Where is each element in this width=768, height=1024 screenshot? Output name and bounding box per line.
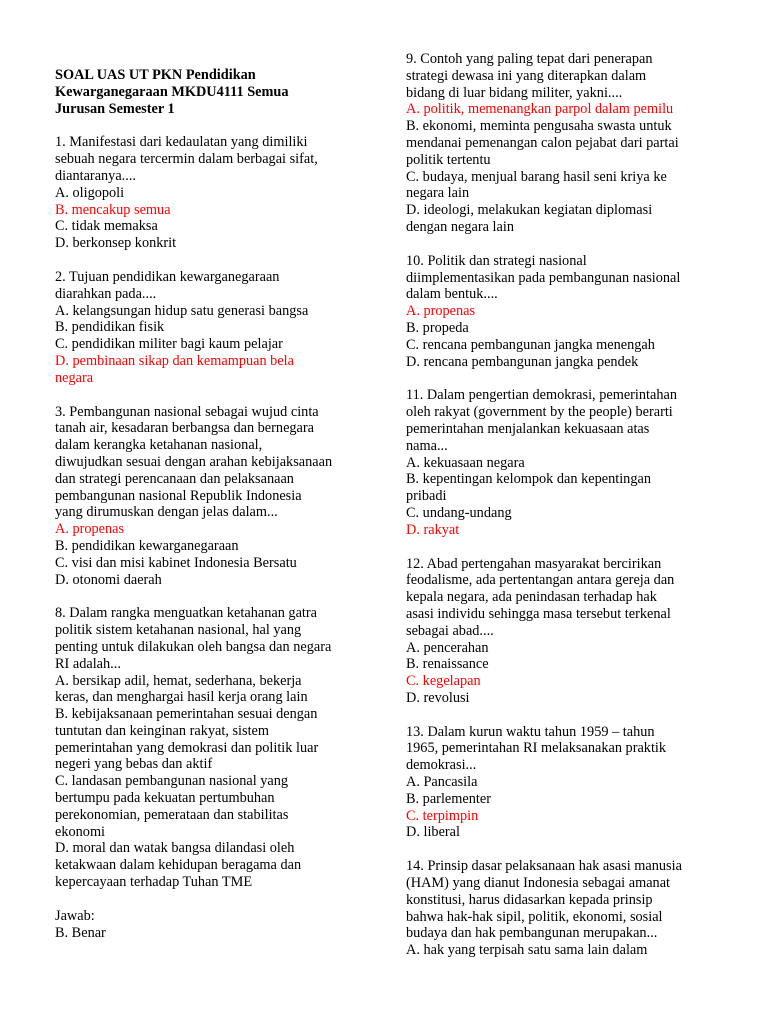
answer-option: B. parlementer — [406, 790, 491, 807]
question-text-line: sebagai abad.... — [406, 622, 494, 639]
answer-option: kepercayaan terhadap Tuhan TME — [55, 874, 253, 891]
question-item — [406, 51, 724, 236]
question-text-line: feodalisme, ada pertentangan antara gereja dan — [406, 572, 675, 589]
question-text-line: tanah air, kesadaran berbangsa dan bernegara — [55, 420, 315, 437]
answer-option: D. otonomi daerah — [55, 571, 162, 588]
question-text-line: konstitusi, harus didasarkan kepada prinsip — [406, 891, 653, 908]
question-item — [406, 858, 724, 959]
answer-option: D. rencana pembangunan jangka pendek — [406, 353, 639, 370]
question-item — [55, 134, 373, 252]
answer-option: A. oligopoli — [55, 184, 125, 201]
question-text-line: demokrasi... — [406, 757, 477, 774]
answer-option: B. kepentingan kelompok dan kepentingan — [406, 471, 651, 488]
answer-option: A. bersikap adil, hemat, sederhana, bekerja — [55, 672, 302, 689]
right-column — [406, 51, 724, 976]
question-text-line: dan strategi perencanaan dan pelaksanaan — [55, 470, 294, 487]
question-text-line: 9. Contoh yang paling tepat dari penerapan — [406, 51, 653, 67]
question-text-line: 1. Manifestasi dari kedaulatan yang dimiliki — [55, 134, 308, 151]
question-text-line: dalam kerangka ketahanan nasional, — [55, 437, 263, 454]
answer-option: pemerintahan yang demokrasi dan politik luar — [55, 739, 319, 756]
answer-option: mendanai pemenangan calon pejabat dari partai — [406, 134, 679, 151]
answer-option: pribadi — [406, 488, 447, 505]
answer-option: D. revolusi — [406, 689, 470, 706]
title-line: SOAL UAS UT PKN Pendidikan — [55, 67, 256, 83]
answer-option: B. kebijaksanaan pemerintahan sesuai dengan — [55, 706, 318, 723]
answer-option: C. undang-undang — [406, 504, 512, 521]
answer-option: B. propeda — [406, 319, 469, 336]
answer-option: A. hak yang terpisah satu sama lain dalam — [406, 942, 648, 959]
question-text-line: yang dirumuskan dengan jelas dalam... — [55, 504, 278, 521]
question-text-line: 1965, pemerintahan RI melaksanakan praktik — [406, 740, 667, 757]
question-text-line: asasi individu sehingga masa tersebut terkenal — [406, 605, 671, 622]
question-text-line: diimplementasikan pada pembangunan nasional — [406, 269, 681, 286]
question-text-line: 14. Prinsip dasar pelaksanaan hak asasi manusia — [406, 858, 682, 875]
left-question-list — [55, 134, 373, 890]
answer-option: A. kelangsungan hidup satu generasi bangsa — [55, 302, 309, 319]
answer-option: C. pendidikan militer bagi kaum pelajar — [55, 336, 283, 353]
question-text-line: diarahkan pada.... — [55, 285, 157, 302]
correct-answer-option: negara — [55, 369, 94, 386]
answer-option: C. budaya, menjual barang hasil seni kriya ke — [406, 168, 667, 185]
question-text-line: pembangunan nasional Republik Indonesia — [55, 487, 302, 504]
question-text-line: 2. Tujuan pendidikan kewarganegaraan — [55, 268, 280, 285]
question-text-line: pemerintahan menjalankan kekuasaan atas — [406, 420, 650, 437]
question-item — [55, 605, 373, 891]
question-item — [55, 269, 373, 387]
answer-option: D. moral dan watak bangsa dilandasi oleh — [55, 840, 295, 857]
question-text-line: strategi dewasa ini yang diterapkan dalam — [406, 67, 647, 84]
question-text-line: (HAM) yang dianut Indonesia sebagai amanat — [406, 875, 671, 892]
answer-option: negara lain — [406, 185, 470, 202]
correct-answer-option: D. rakyat — [406, 521, 460, 538]
answer-option: tuntutan dan keinginan rakyat, sistem — [55, 722, 270, 739]
answer-option: C. landasan pembangunan nasional yang — [55, 773, 289, 790]
answer-option: D. ideologi, melakukan kegiatan diplomasi — [406, 202, 653, 219]
answer-option: C. rencana pembangunan jangka menengah — [406, 336, 655, 353]
answer-option: C. tidak memaksa — [55, 218, 158, 235]
question-text-line: politik sistem ketahanan nasional, hal yang — [55, 622, 302, 639]
question-text-line: oleh rakyat (government by the people) berarti — [406, 404, 673, 421]
question-item — [406, 556, 724, 707]
answer-option: ekonomi — [55, 823, 106, 840]
answer-option: dengan negara lain — [406, 218, 514, 235]
answer-option: bertumpu pada kekuatan pertumbuhan — [55, 790, 275, 807]
question-text-line: 11. Dalam pengertian demokrasi, pemerintahan — [406, 387, 678, 404]
answer-option: A. pencerahan — [406, 639, 489, 656]
answer-value: B. Benar — [55, 924, 106, 941]
correct-answer-option: C. kegelapan — [406, 673, 481, 690]
question-text-line: diwujudkan sesuai dengan arahan kebijaksanaan — [55, 453, 333, 470]
question-text-line: 8. Dalam rangka menguatkan ketahanan gatra — [55, 605, 317, 622]
answer-option: D. berkonsep konkrit — [55, 235, 177, 252]
answer-option: keras, dan menghargai hasil kerja orang lain — [55, 689, 308, 706]
answer-option: politik tertentu — [406, 151, 491, 168]
question-item — [406, 253, 724, 371]
title-line: Jurusan Semester 1 — [55, 100, 175, 117]
answer-option: A. kekuasaan negara — [406, 454, 525, 471]
question-text-line: diantaranya.... — [55, 167, 136, 184]
question-item — [406, 724, 724, 842]
correct-answer-option: A. propenas — [406, 303, 476, 320]
question-text-line: bidang di luar bidang militer, yakni.... — [406, 84, 623, 101]
title-line: Kewarganegaraan MKDU4111 Semua — [55, 83, 289, 100]
question-text-line: bahwa hak-hak sipil, politik, ekonomi, sosial — [406, 908, 663, 925]
answer-option: A. Pancasila — [406, 774, 478, 791]
correct-answer-option: D. pembinaan sikap dan kemampuan bela — [55, 352, 294, 369]
left-column — [55, 67, 373, 941]
answer-option: perekonomian, pemerataan dan stabilitas — [55, 806, 289, 823]
question-text-line: 10. Politik dan strategi nasional — [406, 252, 587, 269]
answer-option: negeri yang bebas dan aktif — [55, 756, 213, 773]
question-text-line: sebuah negara tercermin dalam berbagai sifat, — [55, 151, 318, 168]
answer-option: B. ekonomi, meminta pengusaha swasta untuk — [406, 118, 672, 135]
answer-block — [55, 908, 373, 942]
question-text-line: penting untuk dilakukan oleh bangsa dan negara — [55, 638, 332, 655]
question-text-line: 12. Abad pertengahan masyarakat bercirikan — [406, 555, 662, 572]
question-item — [406, 387, 724, 538]
answer-label: Jawab: — [55, 907, 95, 924]
question-text-line: 13. Dalam kurun waktu tahun 1959 – tahun — [406, 723, 655, 740]
correct-answer-option: C. terpimpin — [406, 807, 479, 824]
question-text-line: nama... — [406, 437, 448, 454]
answer-option: B. pendidikan fisik — [55, 319, 165, 336]
question-item — [55, 404, 373, 589]
answer-option: D. liberal — [406, 824, 460, 841]
question-text-line: 3. Pembangunan nasional sebagai wujud cinta — [55, 403, 319, 420]
question-text-line: budaya dan hak pembangunan merupakan... — [406, 925, 658, 942]
answer-option: B. pendidikan kewarganegaraan — [55, 537, 239, 554]
document-title — [55, 67, 373, 117]
question-text-line: dalam bentuk.... — [406, 286, 498, 303]
answer-option: C. visi dan misi kabinet Indonesia Bersatu — [55, 554, 297, 571]
answer-option: B. renaissance — [406, 656, 489, 673]
right-question-list — [406, 51, 724, 959]
question-text-line: kepala negara, ada penindasan terhadap hak — [406, 589, 657, 606]
question-text-line: RI adalah... — [55, 655, 121, 672]
correct-answer-option: A. politik, memenangkan parpol dalam pemilu — [406, 101, 674, 118]
correct-answer-option: A. propenas — [55, 521, 125, 538]
answer-option: ketakwaan dalam kehidupan beragama dan — [55, 857, 302, 874]
correct-answer-option: B. mencakup semua — [55, 201, 171, 218]
